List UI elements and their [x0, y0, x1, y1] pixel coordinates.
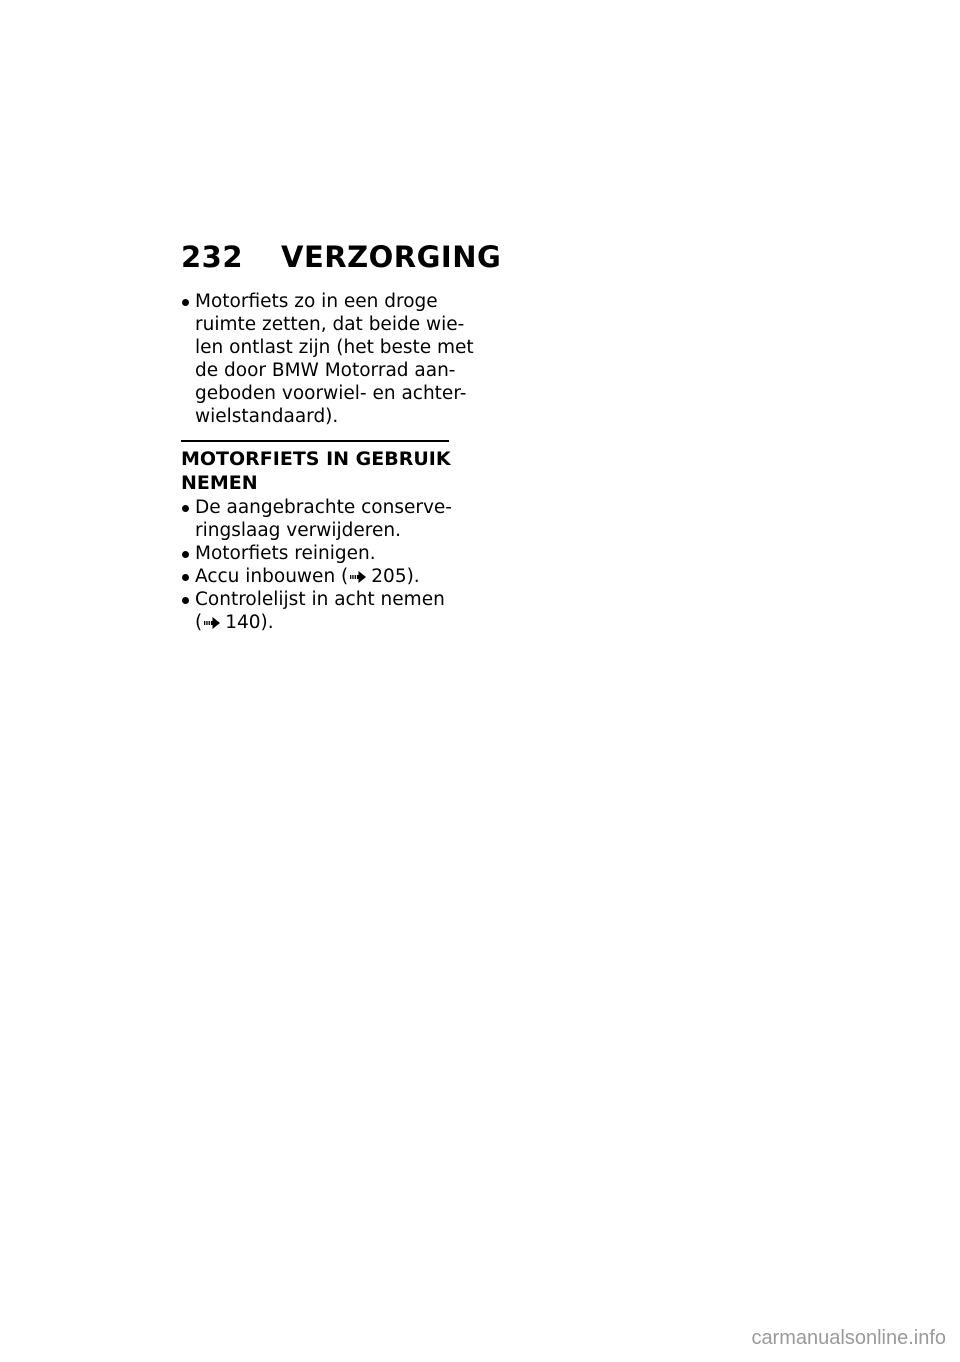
text-fragment: ).: [260, 612, 274, 633]
page-reference-arrow-icon: [204, 617, 220, 629]
text-line: ruimte zetten, dat beide wie-: [195, 314, 465, 335]
text-line: [195, 565, 451, 588]
text-fragment: (: [195, 612, 203, 633]
text-line: ringslaag verwijderen.: [195, 520, 401, 541]
bullet-dot-icon: [182, 597, 189, 604]
bullet-dot-icon: [182, 574, 189, 581]
text-line: Controlelijst in acht nemen: [195, 589, 445, 610]
bullet-dot-icon: [182, 505, 189, 512]
page-reference-link[interactable]: 205: [371, 566, 407, 587]
section-heading-line: MOTORFIETS IN GEBRUIK: [181, 448, 451, 470]
bullet-dot-icon: [182, 299, 189, 306]
section-heading: [181, 447, 451, 495]
chapter-title: VERZORGING: [281, 240, 502, 274]
list-item: [181, 496, 451, 542]
page-reference-arrow-icon: [350, 571, 366, 583]
list-item: [181, 588, 451, 634]
list-item: [181, 290, 474, 428]
text-fragment: ).: [406, 566, 420, 587]
list-item: [181, 565, 451, 588]
text-line: len ontlast zijn (het beste met: [195, 337, 474, 358]
text-line: De aangebrachte conserve-: [195, 497, 452, 518]
text-fragment: Accu inbouwen (: [195, 566, 349, 587]
page-header: [181, 240, 502, 280]
bullet-dot-icon: [182, 551, 189, 558]
page-number: 232: [181, 240, 244, 274]
text-line: Motorfiets zo in een droge: [195, 291, 438, 312]
recommissioning-bullet-list: [181, 496, 451, 634]
text-line: Motorfiets reinigen.: [195, 543, 376, 564]
text-line: geboden voorwiel- en achter-: [195, 383, 467, 404]
text-line: wielstandaard).: [195, 406, 339, 427]
page-reference-link[interactable]: 140: [225, 612, 261, 633]
storage-bullet-list: [181, 290, 474, 428]
section-divider: [181, 440, 449, 442]
watermark: carmanualsonline.info: [751, 1327, 946, 1349]
section-heading-line: NEMEN: [181, 472, 258, 494]
list-item: [181, 542, 451, 565]
text-line: [195, 611, 451, 634]
text-line: de door BMW Motorrad aan-: [195, 360, 456, 381]
